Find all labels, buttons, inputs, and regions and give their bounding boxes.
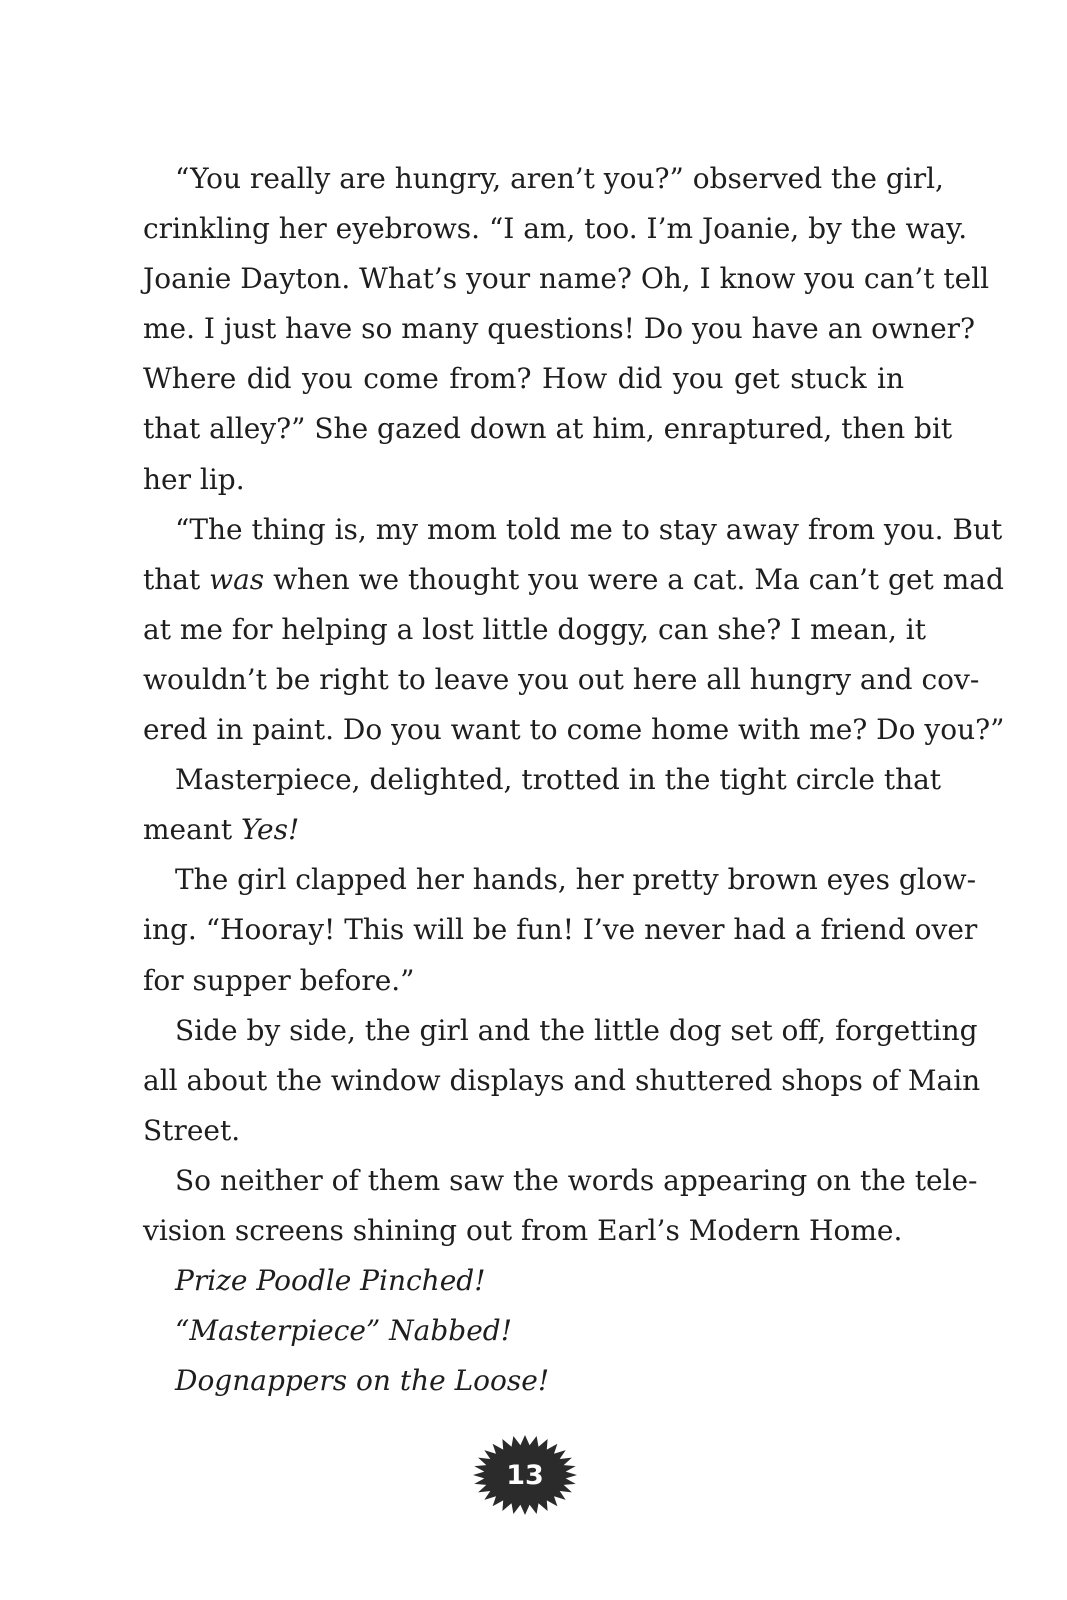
- text-line: all about the window displays and shuttered shops of Main: [143, 1063, 981, 1097]
- headline: Prize Poodle Pinched!: [175, 1264, 486, 1298]
- text-line: Where did you come from? How did you get stuck in: [143, 362, 904, 396]
- headline: Dognappers on the Loose!: [175, 1364, 550, 1398]
- text-line: Masterpiece, delighted, trotted in the tight circle that: [175, 763, 942, 797]
- text-line: at me for helping a lost little doggy, can she? I mean, it: [143, 612, 926, 646]
- paragraph: [143, 1006, 981, 1156]
- paragraph: [143, 505, 1005, 755]
- page-number: 13: [506, 1459, 544, 1491]
- text-line: ing. “Hooray! This will be fun! I’ve never had a friend over: [143, 913, 978, 947]
- text-line: me. I just have so many questions! Do you have an owner?: [143, 312, 976, 346]
- paragraph: [143, 1156, 978, 1256]
- text-line: crinkling her eyebrows. “I am, too. I’m Joanie, by the way.: [143, 212, 968, 246]
- text-line: Joanie Dayton. What’s your name? Oh, I know you can’t tell: [143, 262, 990, 296]
- text-run: when we thought you were a cat. Ma can’t get mad: [264, 562, 1004, 596]
- text-line: The girl clapped her hands, her pretty brown eyes glow-: [175, 863, 977, 897]
- text-line: [143, 555, 1004, 605]
- text-line: ered in paint. Do you want to come home with me? Do you?”: [143, 713, 1005, 747]
- text-run: meant: [143, 813, 241, 847]
- paragraph: [143, 855, 978, 1005]
- emphasis: was: [209, 562, 265, 596]
- paragraph: [143, 154, 990, 505]
- text-run: that: [143, 562, 210, 596]
- page-body: [143, 154, 1005, 1406]
- text-line: So neither of them saw the words appearing on the tele-: [175, 1163, 978, 1197]
- text-line: for supper before.”: [143, 963, 415, 997]
- text-line: her lip.: [143, 462, 245, 496]
- text-line: Side by side, the girl and the little dog set off, forgetting: [175, 1013, 978, 1047]
- text-line: [143, 805, 904, 855]
- text-line: wouldn’t be right to leave you out here all hungry and cov-: [143, 662, 980, 696]
- paragraph: [143, 755, 942, 855]
- emphasis: Yes!: [241, 813, 300, 847]
- text-line: “You really are hungry, aren’t you?” observed the girl,: [175, 162, 944, 195]
- text-line: that alley?” She gazed down at him, enraptured, then bit: [143, 412, 953, 446]
- text-line: “The thing is, my mom told me to stay away from you. But: [175, 512, 1003, 546]
- page-number-badge: [472, 1434, 578, 1516]
- text-line: vision screens shining out from Earl’s Modern Home.: [143, 1213, 903, 1247]
- headline: “Masterpiece” Nabbed!: [175, 1314, 512, 1348]
- text-line: Street.: [143, 1113, 241, 1147]
